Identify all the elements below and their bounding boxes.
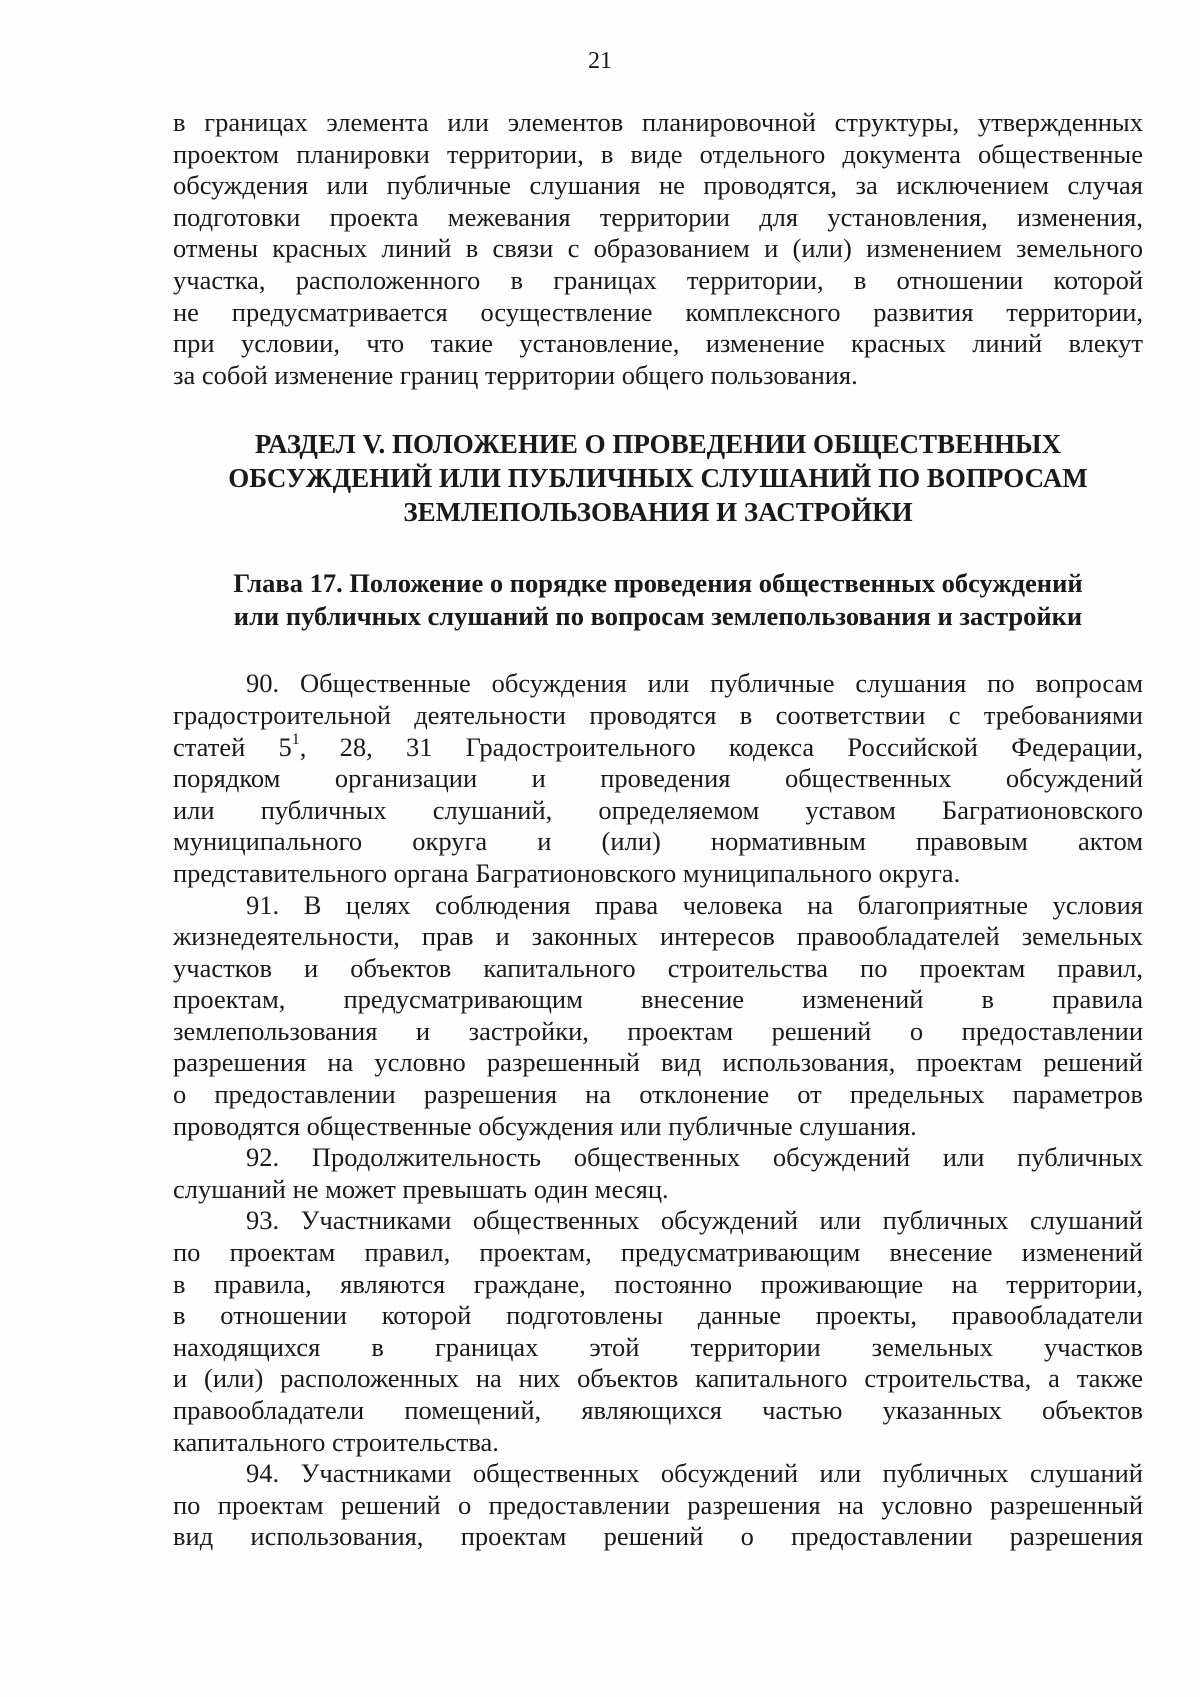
text-line: муниципального округа и (или) нормативным правовым актом [173,826,1143,857]
text-fragment: статей 5 [173,731,292,762]
text-line: проектам, предусматривающим внесение изменений в правила [173,984,1143,1015]
text-line: градостроительной деятельности проводятся в соответствии с требованиями [173,699,1143,730]
text-line: в отношении которой подготовлены данные проекты, правообладатели [173,1300,1143,1331]
text-line: землепользования и застройки, проектам решений о предоставлении [173,1015,1143,1046]
text-line: слушаний не может превышать один месяц. [173,1173,669,1204]
section-heading-line: ЗЕМЛЕПОЛЬЗОВАНИЯ И ЗАСТРОЙКИ [403,497,913,528]
section-heading-line: ОБСУЖДЕНИЙ ИЛИ ПУБЛИЧНЫХ СЛУШАНИЙ ПО ВОПРОСАМ [228,463,1088,494]
text-line: за собой изменение границ территории общего пользования. [173,359,858,390]
clause-94 [173,1458,1143,1553]
text-line: порядком организации и проведения общественных обсуждений [173,763,1143,794]
text-line: подготовки проекта межевания территории для установления, изменения, [173,201,1143,232]
text-line: по проектам решений о предоставлении разрешения на условно разрешенный [173,1489,1143,1520]
text-line: в правила, являются граждане, постоянно проживающие на территории, [173,1268,1143,1299]
text-line: вид использования, проектам решений о предоставлении разрешения [173,1521,1143,1552]
chapter-heading [173,567,1143,633]
text-line: находящихся в границах этой территории земельных участков [173,1331,1143,1362]
text-line: не предусматривается осуществление комплексного развития территории, [173,296,1143,327]
text-line: 92. Продолжительность общественных обсуждений или публичных [246,1142,1143,1173]
chapter-heading-line: или публичных слушаний по вопросам землепользования и застройки [233,601,1083,632]
text-line [173,732,1143,764]
text-line: представительного органа Багратионовского муниципального округа. [173,857,961,888]
intro-paragraph [173,107,1143,391]
section-heading-line: РАЗДЕЛ V. ПОЛОЖЕНИЕ О ПРОВЕДЕНИИ ОБЩЕСТВЕННЫХ [254,429,1062,460]
clause-92 [173,1142,1143,1205]
text-line: или публичных слушаний, определяемом уставом Багратионовского [173,794,1143,825]
text-line: 90. Общественные обсуждения или публичные слушания по вопросам [246,668,1143,699]
text-line: о предоставлении разрешения на отклонение от предельных параметров [173,1079,1143,1110]
text-line: 94. Участниками общественных обсуждений или публичных слушаний [246,1458,1143,1489]
text-line: правообладатели помещений, являющихся частью указанных объектов [173,1395,1143,1425]
text-line: в границах элемента или элементов планировочной структуры, утвержденных [173,107,1143,137]
clause-90 [173,668,1143,889]
section-heading [173,427,1143,529]
text-line: обсуждения или публичные слушания не проводятся, за исключением случая [173,170,1143,201]
text-line: проводятся общественные обсуждения или публичные слушания. [173,1110,917,1141]
clause-93 [173,1205,1143,1458]
text-line: жизнедеятельности, прав и законных интересов правообладателей земельных [173,921,1143,952]
text-line: отмены красных линий в связи с образованием и (или) изменением земельного [173,233,1143,264]
text-line: по проектам правил, проектам, предусматривающим внесение изменений [173,1237,1143,1268]
text-line: участков и объектов капитального строительства по проектам правил, [173,952,1143,983]
spacer [173,633,1143,668]
text-line: участка, расположенного в границах территории, в отношении которой [173,264,1143,295]
text-line: капитального строительства. [173,1426,499,1457]
text-line: и (или) расположенных на них объектов капитального строительства, а также [173,1363,1143,1394]
text-line: разрешения на условно разрешенный вид использования, проектам решений [173,1047,1143,1078]
page-content [173,107,1143,1553]
page-number: 21 [588,48,612,74]
text-line: 91. В целях соблюдения права человека на благоприятные условия [246,889,1143,920]
text-line: проектом планировки территории, в виде отдельного документа общественные [173,138,1143,169]
clause-91 [173,890,1143,1143]
superscript: 1 [291,730,300,748]
chapter-heading-line: Глава 17. Положение о порядке проведения общественных обсуждений [233,568,1083,599]
text-line: при условии, что такие установление, изменение красных линий влекут [173,328,1143,359]
text-line: 93. Участниками общественных обсуждений или публичных слушаний [246,1205,1143,1236]
text-fragment: , 28, 31 Градостроительного кодекса Российской Федерации, [299,731,1143,762]
